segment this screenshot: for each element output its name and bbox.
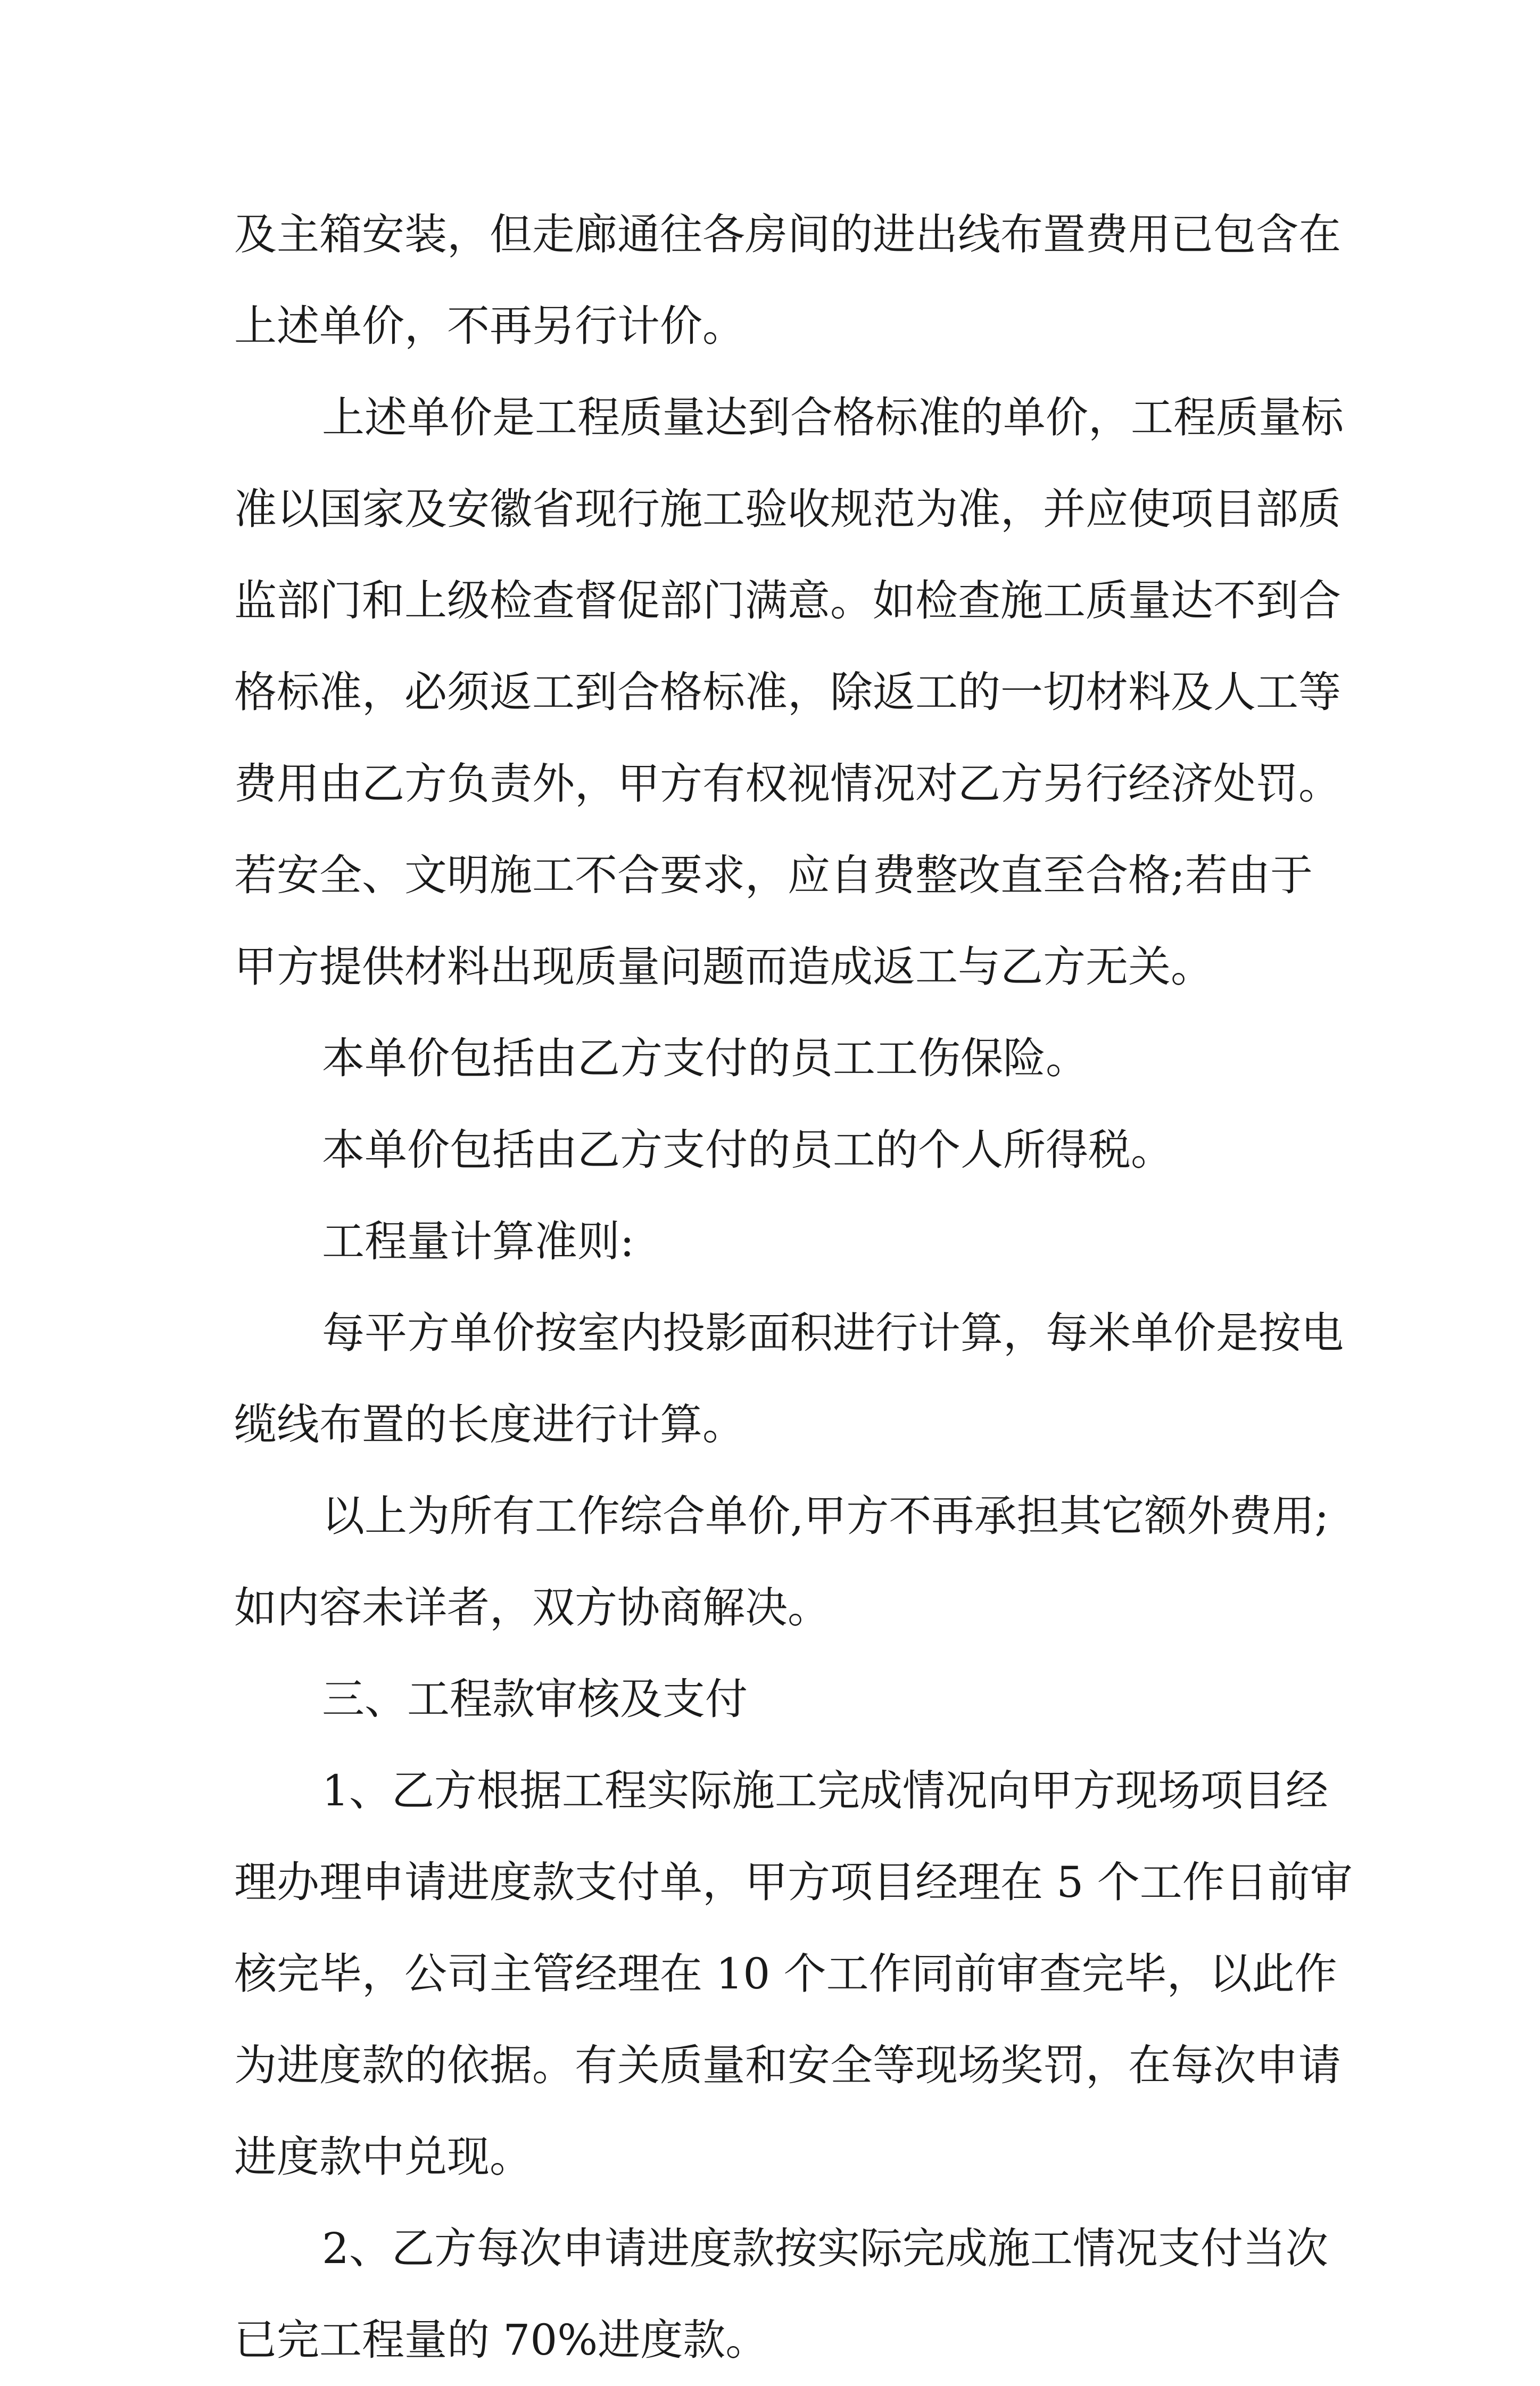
text-line: 进度款中兑现。: [234, 2132, 532, 2182]
text-line: 1、乙方根据工程实际施工完成情况向甲方现场项目经: [322, 1766, 1328, 1815]
text-line: 本单价包括由乙方支付的员工的个人所得税。: [322, 1125, 1173, 1175]
text-line: 已完工程量的 70%进度款。: [234, 2315, 768, 2365]
text-line: 费用由乙方负责外，甲方有权视情况对乙方另行经济处罚。: [234, 759, 1341, 808]
text-line: 核完毕，公司主管经理在 10 个工作同前审查完毕，以此作: [234, 1949, 1337, 1999]
section-heading: 三、工程款审核及支付: [322, 1674, 748, 1724]
text-line: 本单价包括由乙方支付的员工工伤保险。: [322, 1034, 1088, 1083]
text-line: 上述单价，不再另行计价。: [234, 301, 745, 351]
text-line: 工程量计算准则:: [322, 1217, 634, 1266]
text-line: 准以国家及安徽省现行施工验收规范为准，并应使项目部质: [234, 484, 1341, 534]
text-line: 上述单价是工程质量达到合格标准的单价，工程质量标: [322, 393, 1344, 442]
text-line: 甲方提供材料出现质量问题而造成返工与乙方无关。: [234, 942, 1213, 992]
text-line: 理办理申请进度款支付单，甲方项目经理在 5 个工作日前审: [234, 1857, 1353, 1907]
body-text: [234, 189, 1353, 2386]
text-line: 若安全、文明施工不合要求，应自费整改直至合格;若由于: [234, 851, 1313, 900]
text-line: 为进度款的依据。有关质量和安全等现场奖罚，在每次申请: [234, 2041, 1341, 2090]
text-line: 如内容未详者，双方协商解决。: [234, 1583, 830, 1632]
text-line: 2、乙方每次申请进度款按实际完成施工情况支付当次: [322, 2224, 1328, 2273]
text-line: 每平方单价按室内投影面积进行计算，每米单价是按电: [322, 1308, 1344, 1358]
text-line: 格标准，必须返工到合格标准，除返工的一切材料及人工等: [234, 667, 1341, 717]
text-line: 监部门和上级检查督促部门满意。如检查施工质量达不到合: [234, 576, 1341, 625]
text-line: 以上为所有工作综合单价,甲方不再承担其它额外费用;: [322, 1491, 1329, 1541]
text-line: 缆线布置的长度进行计算。: [234, 1400, 745, 1449]
text-line: 及主箱安装，但走廊通往各房间的进出线布置费用已包含在: [234, 210, 1341, 259]
